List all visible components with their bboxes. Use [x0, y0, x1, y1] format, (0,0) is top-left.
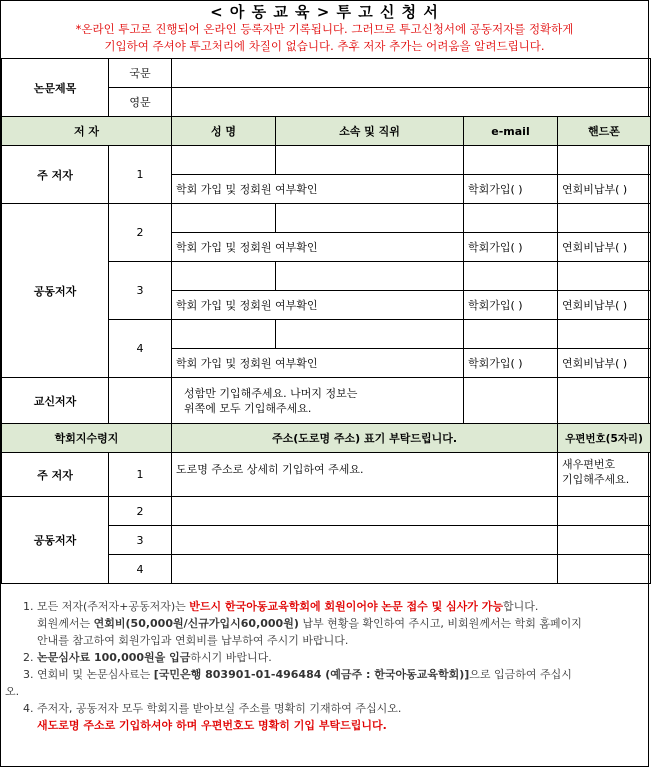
corresponding-blank	[109, 378, 172, 424]
note-1	[5, 598, 644, 615]
main-author-zip-field[interactable]	[558, 453, 651, 497]
zip-hint-1: 새우편번호	[562, 458, 616, 471]
korean-title-field[interactable]	[172, 59, 651, 88]
corresponding-phone-field[interactable]	[558, 378, 651, 424]
note-emphasis: [국민은행 803901-01-496484 (예금주 : 한국아동교육학회)]	[153, 668, 470, 681]
note-text: 으로 입금하여 주십시	[469, 668, 572, 681]
co-author-affiliation-field[interactable]	[276, 204, 464, 233]
co-author-email-field[interactable]	[464, 320, 558, 349]
co-author-phone-field[interactable]	[558, 320, 651, 349]
membership-joined[interactable]: 학회가입( )	[464, 291, 558, 320]
membership-joined[interactable]: 학회가입( )	[464, 175, 558, 204]
corresponding-note-2: 위쪽에 모두 기입해주세요.	[184, 401, 312, 415]
corresponding-note-1: 성함만 기입해주세요. 나머지 정보는	[184, 386, 358, 400]
corresponding-author-label: 교신저자	[2, 378, 109, 424]
zip-header: 우편번호(5자리)	[558, 424, 651, 453]
co-author-name-field[interactable]	[172, 320, 276, 349]
page-title: < 아 동 교 육 > 투 고 신 청 서	[210, 3, 439, 21]
recipient-header: 학회지수령지	[2, 424, 172, 453]
form-table	[1, 58, 651, 584]
corresponding-email-field[interactable]	[464, 378, 558, 424]
main-author-label: 주 저자	[2, 146, 109, 204]
co-author-address-number: 4	[109, 555, 172, 584]
zip-hint-2: 기입해주세요.	[562, 473, 630, 486]
co-author-address-label: 공동저자	[2, 497, 109, 584]
co-author-zip-field[interactable]	[558, 555, 651, 584]
co-author-email-field[interactable]	[464, 262, 558, 291]
notice-line-1: *온라인 투고로 진행되어 온라인 등록자만 기록됩니다. 그러므로 투고신청서에 공동저자를 정확하게	[75, 22, 574, 36]
co-author-name-field[interactable]	[172, 204, 276, 233]
address-header: 주소(도로명 주소) 표기 부탁드립니다.	[172, 424, 558, 453]
note-text: 2.	[23, 651, 37, 664]
membership-check-label: 학회 가입 및 정회원 여부확인	[172, 291, 464, 320]
co-author-address-field[interactable]	[172, 526, 558, 555]
notes-section	[1, 584, 648, 734]
note-emphasis: 연회비(50,000원/신규가입시60,000원)	[93, 617, 299, 630]
co-author-address-field[interactable]	[172, 497, 558, 526]
korean-title-label: 국문	[109, 59, 172, 88]
note-emphasis: 반드시 한국아동교육학회에 회원이어야 논문 접수 및 심사가 가능	[189, 600, 504, 613]
note-3-cont: 오.	[5, 685, 20, 698]
co-author-phone-field[interactable]	[558, 262, 651, 291]
co-author-email-field[interactable]	[464, 204, 558, 233]
main-author-email-field[interactable]	[464, 146, 558, 175]
co-author-address-number: 2	[109, 497, 172, 526]
note-text: 3. 연회비 및 논문심사료는	[23, 668, 154, 681]
membership-fee[interactable]: 연회비납부( )	[558, 291, 651, 320]
english-title-label: 영문	[109, 88, 172, 117]
co-author-number: 4	[109, 320, 172, 378]
membership-fee[interactable]: 연회비납부( )	[558, 175, 651, 204]
co-author-name-field[interactable]	[172, 262, 276, 291]
note-text: 1. 모든 저자(주저자+공동저자)는	[23, 600, 190, 613]
phone-header: 핸드폰	[558, 117, 651, 146]
membership-fee[interactable]: 연회비납부( )	[558, 233, 651, 262]
note-1-cont-2: 안내를 참고하여 회원가입과 연회비를 납부하여 주시기 바랍니다.	[37, 634, 349, 647]
author-header: 저 자	[2, 117, 172, 146]
note-emphasis: 논문심사료 100,000원을 입금	[37, 651, 191, 664]
co-author-affiliation-field[interactable]	[276, 262, 464, 291]
membership-check-label: 학회 가입 및 정회원 여부확인	[172, 233, 464, 262]
co-author-zip-field[interactable]	[558, 526, 651, 555]
note-2	[5, 649, 644, 666]
email-header: e-mail	[464, 117, 558, 146]
corresponding-name-field[interactable]	[172, 378, 464, 424]
note-text: 납부 현황을 확인하여 주시고, 비회원께서는 학회 홈페이지	[298, 617, 582, 630]
main-author-address-label: 주 저자	[2, 453, 109, 497]
main-author-address-number: 1	[109, 453, 172, 497]
membership-joined[interactable]: 학회가입( )	[464, 233, 558, 262]
main-author-address-field[interactable]: 도로명 주소로 상세히 기입하여 주세요.	[172, 453, 558, 497]
main-author-affiliation-field[interactable]	[276, 146, 464, 175]
main-author-name-field[interactable]	[172, 146, 276, 175]
note-4: 4. 주저자, 공동저자 모두 학회지를 받아보실 주소를 명확히 기재하여 주십시오.	[23, 702, 402, 715]
co-author-affiliation-field[interactable]	[276, 320, 464, 349]
note-text: 합니다.	[503, 600, 539, 613]
note-3	[5, 666, 644, 683]
membership-joined[interactable]: 학회가입( )	[464, 349, 558, 378]
english-title-field[interactable]	[172, 88, 651, 117]
note-4-emphasis: 새도로명 주소로 기입하셔야 하며 우편번호도 명확히 기입 부탁드립니다.	[37, 719, 387, 732]
co-author-number: 3	[109, 262, 172, 320]
main-author-phone-field[interactable]	[558, 146, 651, 175]
co-author-address-number: 3	[109, 526, 172, 555]
co-author-zip-field[interactable]	[558, 497, 651, 526]
notice-line-2: 기입하여 주셔야 투고처리에 차질이 없습니다. 추후 저자 추가는 어려움을 알려드립니다.	[104, 39, 545, 53]
note-text: 하시기 바랍니다.	[190, 651, 272, 664]
membership-fee[interactable]: 연회비납부( )	[558, 349, 651, 378]
paper-title-label: 논문제목	[2, 59, 109, 117]
membership-check-label: 학회 가입 및 정회원 여부확인	[172, 349, 464, 378]
note-text: 회원께서는	[37, 617, 94, 630]
co-author-label: 공동저자	[2, 204, 109, 378]
name-header: 성 명	[172, 117, 276, 146]
form-header	[1, 1, 648, 58]
co-author-address-field[interactable]	[172, 555, 558, 584]
co-author-phone-field[interactable]	[558, 204, 651, 233]
main-author-number: 1	[109, 146, 172, 204]
affiliation-header: 소속 및 직위	[276, 117, 464, 146]
note-1-cont	[5, 615, 644, 632]
membership-check-label: 학회 가입 및 정회원 여부확인	[172, 175, 464, 204]
co-author-number: 2	[109, 204, 172, 262]
